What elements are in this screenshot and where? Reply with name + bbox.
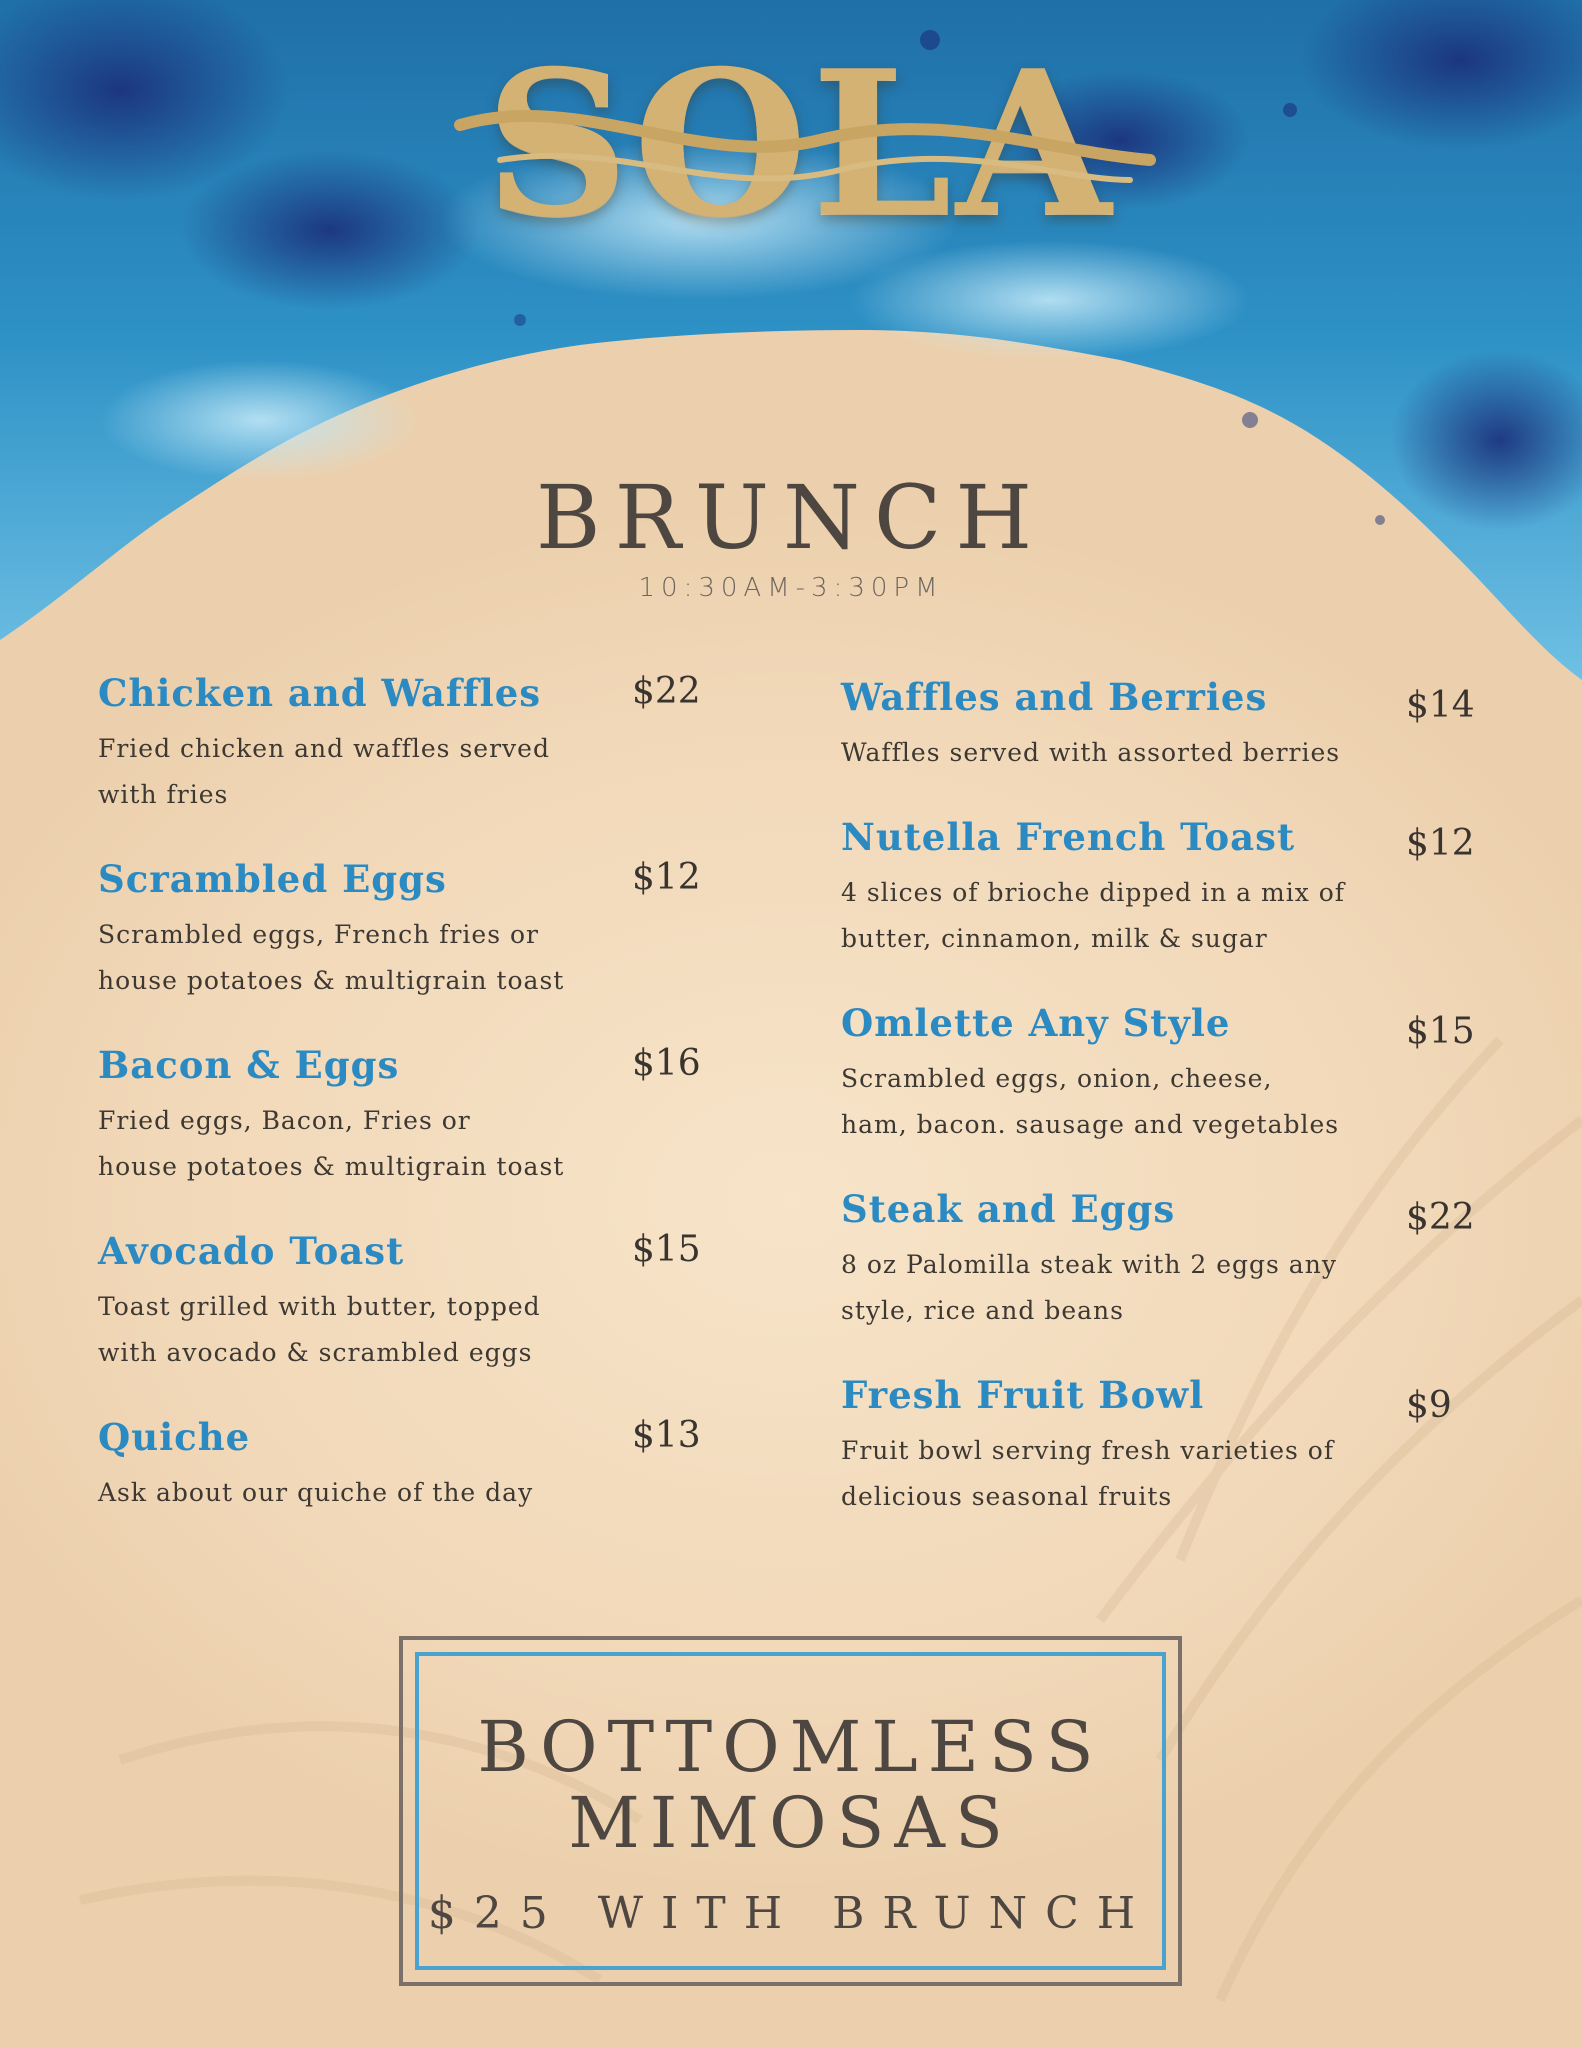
item-price: $13 xyxy=(632,1415,701,1456)
item-price: $12 xyxy=(632,857,701,898)
item-name: Bacon & Eggs xyxy=(98,1043,400,1087)
item-description-line: Toast grilled with butter, topped xyxy=(98,1292,541,1321)
item-price: $22 xyxy=(632,671,701,712)
item-price: $14 xyxy=(1406,685,1475,726)
item-description xyxy=(98,726,568,818)
item-description-line: house potatoes & multigrain toast xyxy=(98,1152,565,1181)
item-description-line: Scrambled eggs, onion, cheese, xyxy=(841,1064,1273,1093)
item-description xyxy=(98,1098,568,1190)
item-description xyxy=(841,870,1361,962)
sola-logo xyxy=(440,27,1160,262)
item-description-line: Fried chicken and waffles served xyxy=(98,734,550,763)
item-description xyxy=(841,1428,1361,1520)
logo-wave-icon xyxy=(440,27,1160,262)
item-description-line: delicious seasonal fruits xyxy=(841,1482,1173,1511)
item-description-line: Fruit bowl serving fresh varieties of xyxy=(841,1436,1335,1465)
item-description-line: 4 slices of brioche dipped in a mix of xyxy=(841,878,1346,907)
item-name: Omlette Any Style xyxy=(841,1001,1231,1045)
item-description-line: Ask about our quiche of the day xyxy=(98,1478,534,1507)
item-price: $12 xyxy=(1406,823,1475,864)
item-name: Chicken and Waffles xyxy=(98,671,542,715)
item-description-line: 8 oz Palomilla steak with 2 eggs any xyxy=(841,1250,1337,1279)
promo-headline: BOTTOMLESS xyxy=(477,1706,1104,1788)
item-description-line: with fries xyxy=(98,780,229,809)
bottomless-mimosas-box xyxy=(399,1636,1182,1986)
promo-subheadline: MIMOSAS xyxy=(568,1782,1013,1864)
item-description xyxy=(98,1284,568,1376)
item-price: $15 xyxy=(632,1229,701,1270)
item-name: Fresh Fruit Bowl xyxy=(841,1373,1205,1417)
promo-price: $25 WITH BRUNCH xyxy=(427,1888,1154,1939)
item-description-line: style, rice and beans xyxy=(841,1296,1124,1325)
item-name: Steak and Eggs xyxy=(841,1187,1176,1231)
menu-title: BRUNCH xyxy=(535,466,1047,569)
item-description xyxy=(841,1056,1361,1148)
item-description xyxy=(841,730,1361,776)
item-description-line: with avocado & scrambled eggs xyxy=(98,1338,533,1367)
item-name: Nutella French Toast xyxy=(841,815,1296,859)
item-description-line: Fried eggs, Bacon, Fries or xyxy=(98,1106,471,1135)
item-price: $9 xyxy=(1406,1385,1452,1426)
promo-inner-frame xyxy=(415,1652,1166,1970)
item-description xyxy=(841,1242,1361,1334)
item-description-line: Waffles served with assorted berries xyxy=(841,738,1341,767)
item-name: Avocado Toast xyxy=(98,1229,405,1273)
item-description xyxy=(98,912,568,1004)
item-description-line: butter, cinnamon, milk & sugar xyxy=(841,924,1268,953)
item-price: $22 xyxy=(1406,1197,1475,1238)
item-name: Scrambled Eggs xyxy=(98,857,447,901)
item-description xyxy=(98,1470,568,1516)
item-description-line: house potatoes & multigrain toast xyxy=(98,966,565,995)
service-hours: 10:30AM-3:30PM xyxy=(638,573,944,603)
item-price: $15 xyxy=(1406,1011,1475,1052)
item-price: $16 xyxy=(632,1043,701,1084)
item-name: Waffles and Berries xyxy=(841,675,1268,719)
item-name: Quiche xyxy=(98,1415,251,1459)
item-description-line: Scrambled eggs, French fries or xyxy=(98,920,539,949)
item-description-line: ham, bacon. sausage and vegetables xyxy=(841,1110,1340,1139)
logo-text: SOLA xyxy=(484,27,1116,262)
